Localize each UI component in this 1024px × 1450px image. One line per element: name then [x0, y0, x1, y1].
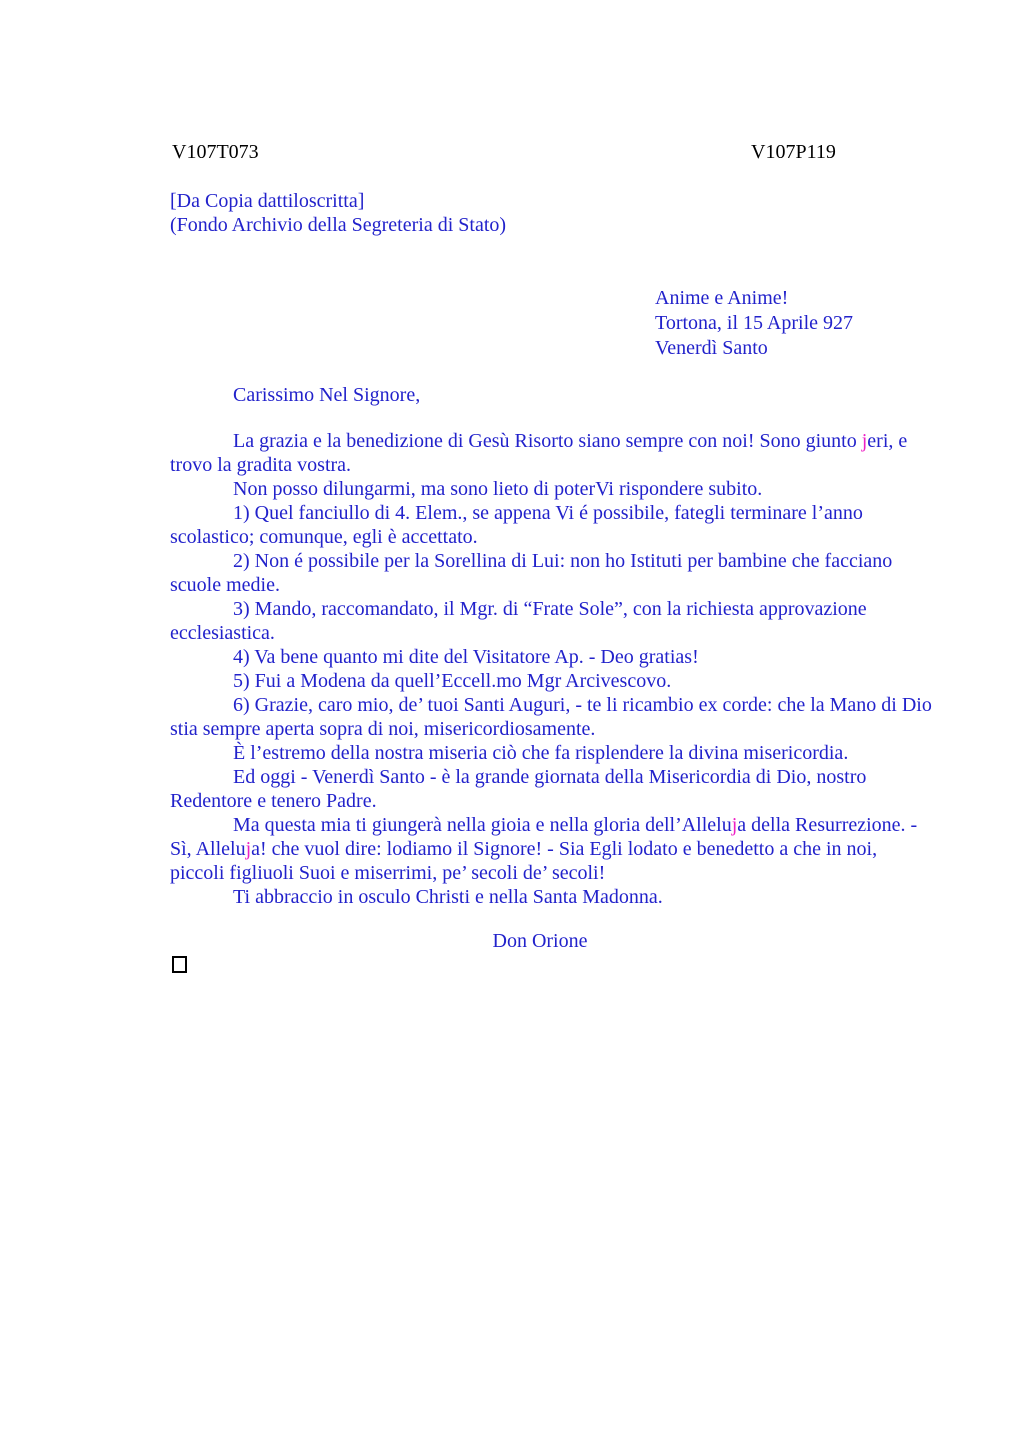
paragraph-text: 1) Quel fanciullo di 4. Elem., se appena Vi é possibile, fategli terminare l’anno scolastico; comunque, egli è accettato. — [170, 502, 863, 548]
provenance-line-2: (Fondo Archivio della Segreteria di Stato) — [170, 214, 507, 236]
letter-paragraph — [170, 549, 932, 597]
dateline-block — [655, 286, 853, 361]
paragraph-text: 3) Mando, raccomandato, il Mgr. di “Frate Sole”, con la richiesta approvazione ecclesiastica. — [170, 598, 867, 644]
paragraph-text: Non posso dilungarmi, ma sono lieto di poterVi rispondere subito. — [233, 478, 763, 500]
letter-paragraph — [170, 501, 932, 549]
letter-paragraph — [170, 645, 932, 669]
paragraph-text: La grazia e la benedizione di Gesù Risorto siano sempre con noi! Sono giunto — [233, 430, 862, 452]
archival-code-right: V107P119 — [751, 141, 836, 163]
dateline-day: Venerdì Santo — [655, 337, 768, 359]
letter-paragraph — [170, 477, 932, 501]
paragraph-text: È l’estremo della nostra miseria ciò che fa risplendere la divina misericordia. — [233, 742, 849, 764]
paragraph-text: 2) Non é possibile per la Sorellina di Lui: non ho Istituti per bambine che facciano scuole medie. — [170, 550, 893, 596]
paragraph-text: a della Resurrezione. - Sì, Allelu — [170, 814, 918, 860]
letter-paragraph — [170, 885, 932, 909]
paragraph-text: eri, e trovo la gradita vostra. — [170, 430, 908, 476]
empty-square-icon — [172, 956, 187, 973]
paragraph-text: Ti abbraccio in osculo Christi e nella Santa Madonna. — [233, 886, 663, 908]
letter-paragraph — [170, 693, 932, 741]
letter-paragraph — [170, 765, 932, 813]
provenance-note — [170, 189, 506, 237]
dateline-place-date: Tortona, il 15 Aprile 927 — [655, 312, 854, 334]
paragraph-text: Ed oggi - Venerdì Santo - è la grande giornata della Misericordia di Dio, nostro Redentore e tenero Padre. — [170, 766, 867, 812]
dateline-motto: Anime e Anime! — [655, 287, 789, 309]
paragraph-text: 5) Fui a Modena da quell’Eccell.mo Mgr Arcivescovo. — [233, 670, 672, 692]
paragraph-text: 6) Grazie, caro mio, de’ tuoi Santi Auguri, - te li ricambio ex corde: che la Mano di Dio stia sempre aperta sopra di noi, misericordiosamente. — [170, 694, 932, 740]
paragraph-text: Ma questa mia ti giungerà nella gioia e nella gloria dell’Allelu — [233, 814, 732, 836]
salutation: Carissimo Nel Signore, — [233, 384, 421, 406]
letter-paragraph — [170, 669, 932, 693]
letter-paragraph — [170, 741, 932, 765]
magenta-letter: j — [245, 838, 252, 860]
letter-paragraph — [170, 813, 932, 885]
archival-code-left: V107T073 — [172, 141, 259, 163]
letter-paragraph — [170, 597, 932, 645]
magenta-letter: j — [731, 814, 738, 836]
letter-body — [170, 429, 932, 909]
paragraph-text: 4) Va bene quanto mi dite del Visitatore Ap. - Deo gratias! — [233, 646, 699, 668]
provenance-line-1: [Da Copia dattiloscritta] — [170, 190, 365, 212]
paragraph-text: a! che vuol dire: lodiamo il Signore! - Sia Egli lodato e benedetto a che in noi, piccoli figliuoli Suoi e miserrimi, pe’ secoli de’ secoli! — [170, 838, 878, 884]
letter-paragraph — [170, 429, 932, 477]
magenta-letter: j — [861, 430, 868, 452]
signature: Don Orione — [492, 930, 588, 952]
